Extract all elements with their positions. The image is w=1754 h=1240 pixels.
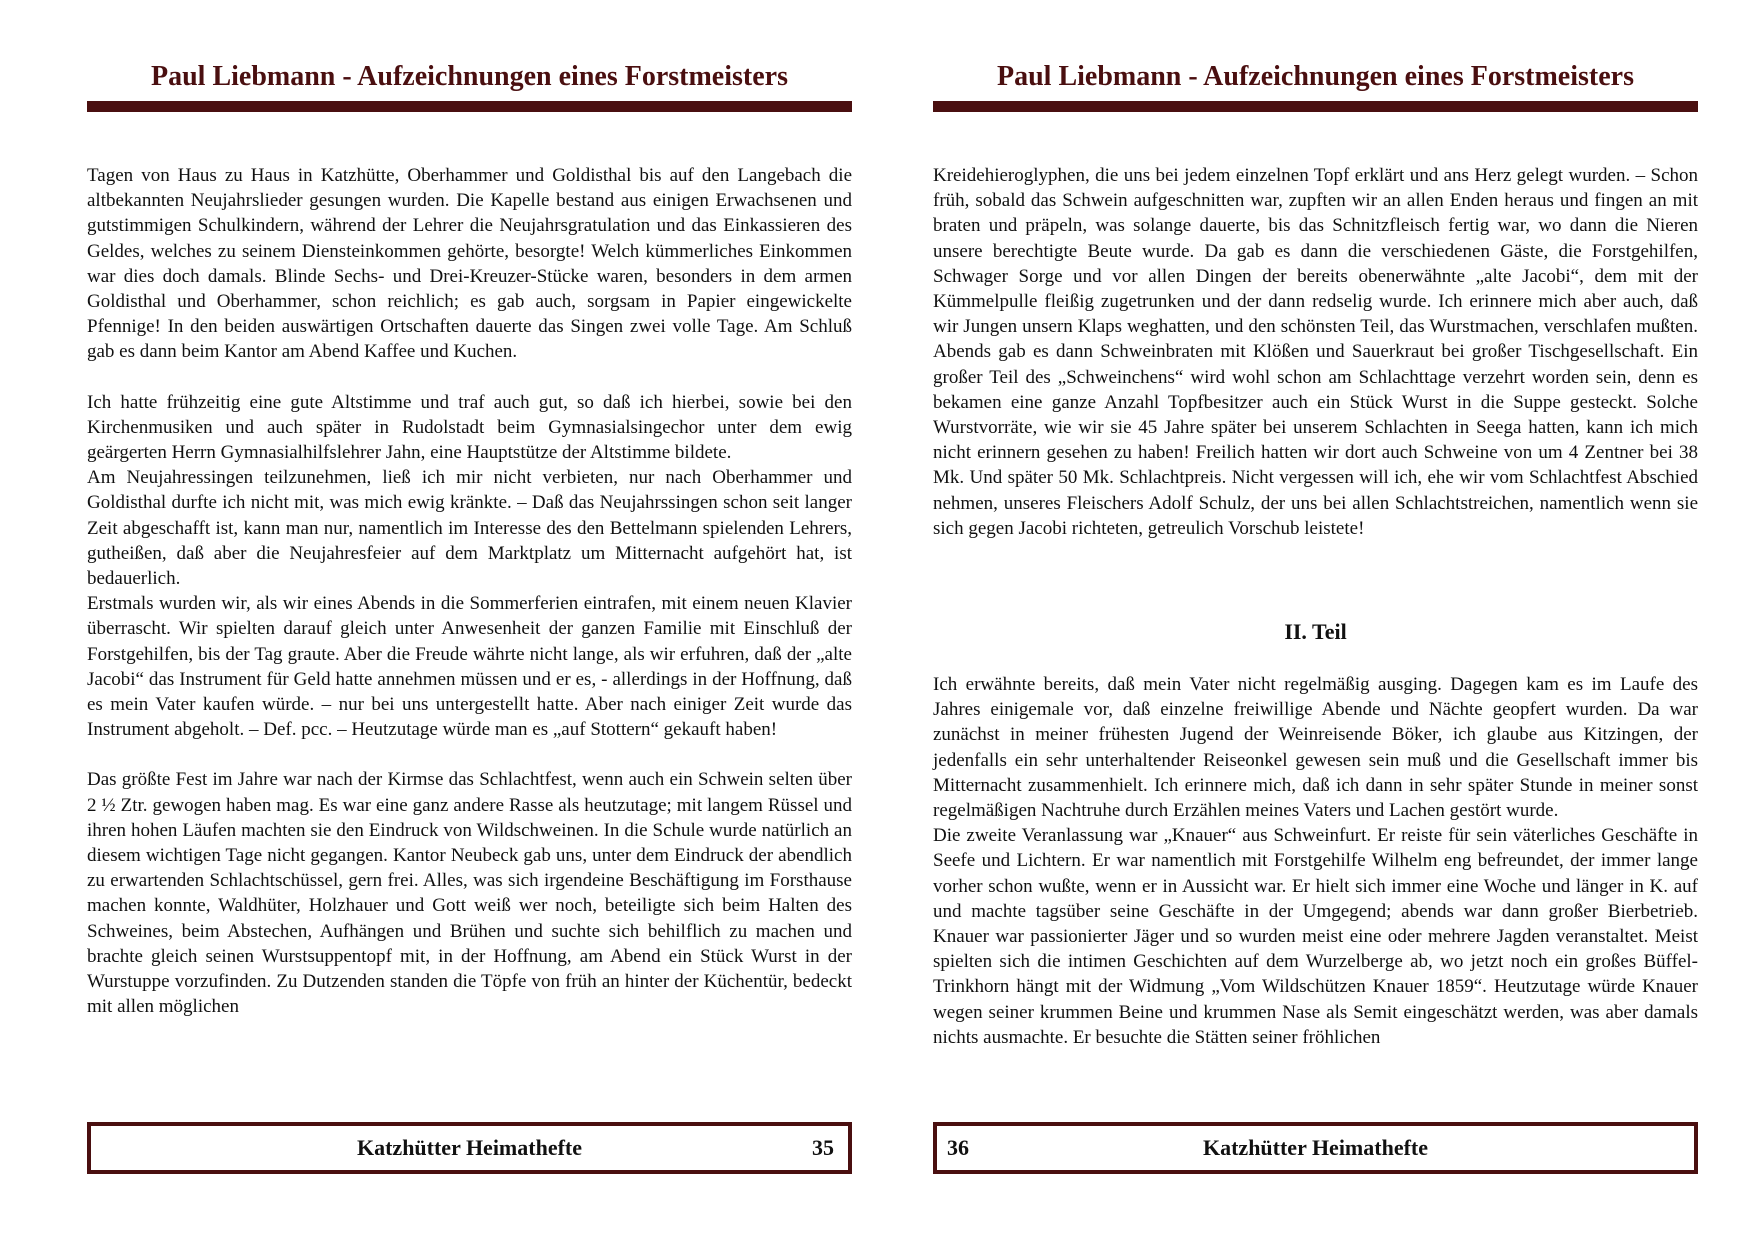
paragraph: Ich erwähnte bereits, daß mein Vater nicht regelmäßig ausging. Dagegen kam es im Laufe des Jahres einigemale vor, daß einzelne freiwillige Abende und Nächte geopfert wurden. Da war zunächst in meiner frühesten Jugend der Weinreisende Böker, ich glaube aus Kitzingen, der jedenfalls ein sehr unterhaltender Reiseonkel gewesen sein muß und die Gesellschaft immer bis Mitternacht zusammenhielt. Ich erinnere mich, daß ich dann in sehr später Stunde in meiner sonst regelmäßigen Nachtruhe durch Erzählen meines Vaters und Lachen gestört wurde. <box>933 674 1698 822</box>
footer-title: Katzhütter Heimathefte <box>356 1135 583 1160</box>
right-body-text-bottom <box>933 672 1698 1050</box>
paragraph: Die zweite Veranlassung war „Knauer“ aus Schweinfurt. Er reiste für sein väterliches Geschäfte in Seefe und Lichtern. Er war namentlich mit Forstgehilfe Wilhelm eng befreundet, der immer lange vorher schon wußte, wenn er in Aussicht war. Er hielt sich immer eine Woche und länger in K. auf und machte tagsüber seine Geschäfte in der Umgegend; abends war dann großer Bierbetrieb. Knauer war passionierter Jäger und so wurden meist eine oder mehrere Jagden veranstaltet. Meist spielten sich die intimen Geschichten auf dem Wurzelberge ab, wo jetzt noch ein großes Büffel-Trinkhorn hängt mit der Widmung „Vom Wildschützen Knauer 1859“. Heutzutage würde Knauer wegen seiner krummen Beine und krummen Nase als Semit eingeschätzt werden, was aber damals nichts ausmachte. Er besuchte die Stätten seiner fröhlichen <box>933 825 1698 1048</box>
paragraph: Am Neujahressingen teilzunehmen, ließ ich mir nicht verbieten, nur nach Oberhammer und Goldisthal durfte ich nicht mit, was mich ewig kränkte. – Daß das Neujahrssingen schon seit langer Zeit abgeschafft ist, kann man nur, namentlich im Interesse des den Bettelmann spielenden Lehrers, gutheißen, daß aber die Neujahresfeier auf dem Marktplatz um Mitternacht aufgehört hat, ist bedauerlich. <box>87 467 852 590</box>
paragraph: Das größte Fest im Jahre war nach der Kirmse das Schlachtfest, wenn auch ein Schwein selten über 2 ½ Ztr. gewogen haben mag. Es war eine ganz andere Rasse als heutzutage; mit langem Rüssel und ihren hohen Läufen machten sie den Eindruck von Wildschweinen. In die Schule wurde natürlich an diesem wichtigen Tage nicht gegangen. Kantor Neubeck gab uns, unter dem Eindruck der abendlich zu erwartenden Schlachtschüssel, gern frei. Alles, was sich irgendeine Beschäftigung im Forsthause machen konnte, Waldhüter, Holzhauer und Gott weiß wer noch, beteiligte sich beim Halten des Schweines, beim Abstechen, Aufhängen und Brühen und suchte sich behilflich zu machen und brachte gleich seinen Wurstsuppentopf mit, in der Hoffnung, am Abend ein Stück Wurst in der Wurstuppe vorzufinden. Zu Dutzenden standen die Töpfe von früh an hinter der Küchentür, bedeckt mit allen möglichen <box>87 769 852 1018</box>
left-footer-box <box>87 1122 852 1174</box>
paragraph: Erstmals wurden wir, als wir eines Abends in die Sommerferien eintrafen, mit einem neuen Klavier überrascht. Wir spielten darauf gleich unter Anwesenheit der ganzen Familie mit Einschluß der Forstgehilfen, bis der Tag graute. Aber die Freude währte nicht lange, als wir erfuhren, daß der „alte Jacobi“ das Instrument für Geld hatte annehmen müssen und er es, - allerdings in der Hoffnung, daß es mein Vater kaufen würde. – nur bei uns untergestellt hatte. Aber nach einiger Zeit wurde das Instrument abgeholt. – Def. pcc. – Heutzutage würde man es „auf Stottern“ gekauft haben! <box>87 593 852 741</box>
right-header-title: Paul Liebmann - Aufzeichnungen eines Forstmeisters <box>997 61 1634 92</box>
right-page <box>933 0 1698 1240</box>
paragraph: Kreidehieroglyphen, die uns bei jedem einzelnen Topf erklärt und ans Herz gelegt wurden. – Schon früh, sobald das Schwein aufgeschnitten war, zupften wir an allen Enden heraus und fingen an mit braten und präpeln, was solange dauerte, bis das Schnitzfleisch fertig war, wo dann die Nieren unsere berechtigte Beute wurde. Da gab es dann die verschiedenen Gäste, die Forstgehilfen, Schwager Sorge und vor allen Dingen der bereits obenerwähnte „alte Jacobi“, dem mit der Kümmelpulle fleißig zugetrunken und der dann redselig wurde. Ich erinnere mich aber auch, daß wir Jungen unsern Klaps weghatten, und den schönsten Teil, das Wurstmachen, verschlafen mußten. Abends gab es dann Schweinbraten mit Klößen und Sauerkraut bei großer Tischgesellschaft. Ein großer Teil des „Schweinchens“ wird wohl schon am Schlachttage verzehrt worden sein, denn es bekamen eine ganze Anzahl Topfbesitzer auch ein Stück Wurst in die Suppe gesteckt. Solche Wurstvorräte, wie wir sie 45 Jahre später bei unserem Schlachten in Seega hatten, kann ich mich nicht erinnern gesehen zu haben! Freilich hatten wir dort auch Schweine von um 4 Zentner bei 38 Mk. Und später 50 Mk. Schlachtpreis. Nicht vergessen will ich, ehe wir vom Schlachtfest Abschied nehmen, unseres Fleischers Adolf Schulz, der uns bei allen Schlachtstreichen, namentlich wenn sie sich gegen Jacobi richteten, getreulich Vorschub leistete! <box>933 165 1698 539</box>
right-footer-box <box>933 1122 1698 1174</box>
right-header-rule <box>933 101 1698 112</box>
page-number: 35 <box>812 1135 834 1160</box>
section-heading: II. Teil <box>1284 619 1347 644</box>
left-page <box>87 0 852 1240</box>
left-header-rule <box>87 101 852 112</box>
footer-title: Katzhütter Heimathefte <box>1202 1135 1429 1160</box>
right-body-text-top <box>933 163 1698 541</box>
page-number: 36 <box>947 1135 969 1160</box>
left-body-text <box>87 163 852 1020</box>
paragraph: Ich hatte frühzeitig eine gute Altstimme und traf auch gut, so daß ich hierbei, sowie bei den Kirchenmusiken und auch später in Rudolstadt beim Gymnasialsingechor unter dem ewig geärgerten Herrn Gymnasialhilfslehrer Jahn, eine Hauptstütze der Altstimme bildete. <box>87 391 852 464</box>
paragraph: Tagen von Haus zu Haus in Katzhütte, Oberhammer und Goldisthal bis auf den Langebach die altbekannten Neujahrslieder gesungen wurden. Die Kapelle bestand aus einigen Erwachsenen und gutstimmigen Schulkindern, während der Lehrer die Neujahrsgratulation und das Einkassieren des Geldes, welches zu seinem Diensteinkommen gehörte, besorgte! Welch kümmerliches Einkommen war dies doch damals. Blinde Sechs- und Drei-Kreuzer-Stücke waren, besonders in dem armen Goldisthal und Oberhammer, schon reichlich; es gab auch, sorgsam in Papier eingewickelte Pfennige! In den beiden auswärtigen Ortschaften dauerte das Singen zwei volle Tage. Am Schluß gab es dann beim Kantor am Abend Kaffee und Kuchen. <box>87 165 852 363</box>
left-header-title: Paul Liebmann - Aufzeichnungen eines Forstmeisters <box>151 61 788 92</box>
